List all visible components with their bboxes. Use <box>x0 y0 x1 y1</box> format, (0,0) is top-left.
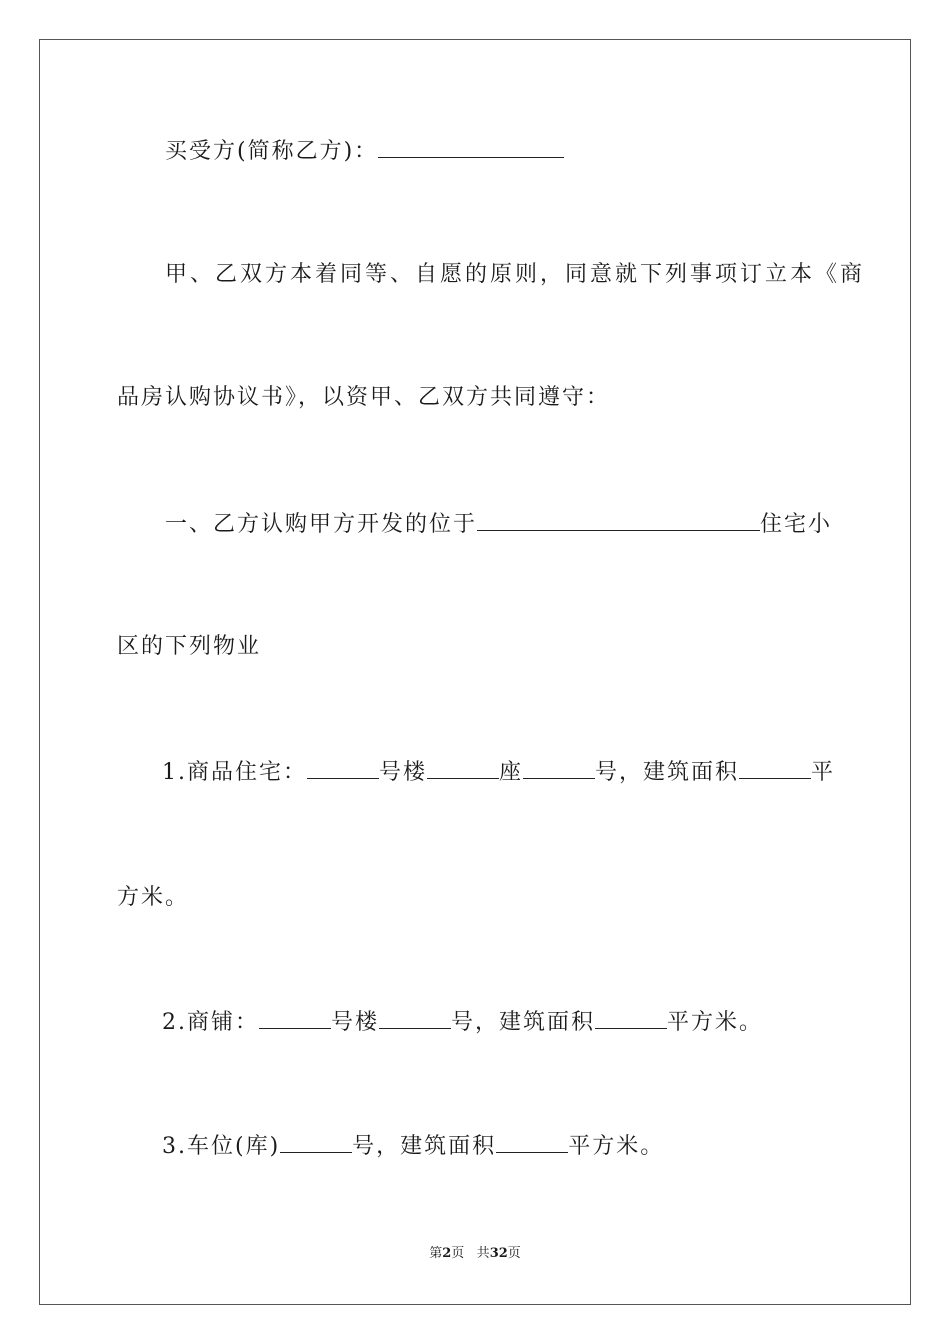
residence-unit-blank[interactable] <box>523 758 595 779</box>
shop-area-label: 号，建筑面积 <box>451 1010 596 1035</box>
buyer-label: 买受方(简称乙方)： <box>165 139 379 164</box>
residence-block-label: 座 <box>499 760 524 785</box>
buyer-name-blank[interactable] <box>378 137 564 158</box>
clause-1-text: 一、乙方认购甲方开发的位于 <box>165 512 478 537</box>
intro-line-2 <box>117 383 610 413</box>
footer-total-suffix: 页 <box>507 1246 521 1261</box>
intro-line-1 <box>165 260 865 290</box>
parking-label: 3.车位(库) <box>162 1134 281 1159</box>
shop-label: 2.商铺： <box>162 1010 259 1035</box>
residence-label: 1.商品住宅： <box>162 760 307 785</box>
clause-1-cont-text: 区的下列物业 <box>117 634 262 659</box>
residence-building-label: 号楼 <box>379 760 428 785</box>
shop-building-blank[interactable] <box>259 1008 331 1029</box>
footer-page-number: 2 <box>442 1246 452 1261</box>
footer-total-prefix: 共 <box>476 1246 490 1261</box>
residence-cont-line <box>117 883 189 913</box>
parking-area-suffix: 平方米。 <box>568 1134 665 1159</box>
footer-prefix: 第 <box>429 1246 443 1261</box>
parking-area-blank[interactable] <box>496 1132 568 1153</box>
footer-total-pages: 32 <box>489 1246 508 1261</box>
residence-area-blank[interactable] <box>739 758 811 779</box>
page-border <box>39 39 911 1305</box>
page-footer <box>0 1244 950 1264</box>
shop-building-label: 号楼 <box>331 1010 380 1035</box>
residence-unit-suffix: 平 <box>811 760 836 785</box>
parking-line <box>162 1132 664 1162</box>
intro-text-1: 甲、乙双方本着同等、自愿的原则，同意就下列事项订立本《商 <box>165 262 866 287</box>
intro-text-2: 品房认购协议书》，以资甲、乙双方共同遵守： <box>117 385 611 410</box>
residence-building-blank[interactable] <box>307 758 379 779</box>
clause-1-line <box>165 510 832 540</box>
shop-area-suffix: 平方米。 <box>667 1010 764 1035</box>
residence-cont-text: 方米。 <box>117 885 190 910</box>
footer-page-suffix: 页 <box>451 1246 465 1261</box>
parking-unit-blank[interactable] <box>280 1132 352 1153</box>
shop-line <box>162 1008 763 1038</box>
residence-line <box>162 758 835 788</box>
clause-1-cont-line <box>117 632 261 662</box>
location-blank[interactable] <box>477 510 760 531</box>
shop-unit-blank[interactable] <box>379 1008 451 1029</box>
shop-area-blank[interactable] <box>595 1008 667 1029</box>
residence-area-label: 号，建筑面积 <box>595 760 740 785</box>
buyer-line <box>165 137 564 167</box>
clause-1-suffix: 住宅小 <box>760 512 833 537</box>
parking-area-label: 号，建筑面积 <box>352 1134 497 1159</box>
residence-block-blank[interactable] <box>427 758 499 779</box>
